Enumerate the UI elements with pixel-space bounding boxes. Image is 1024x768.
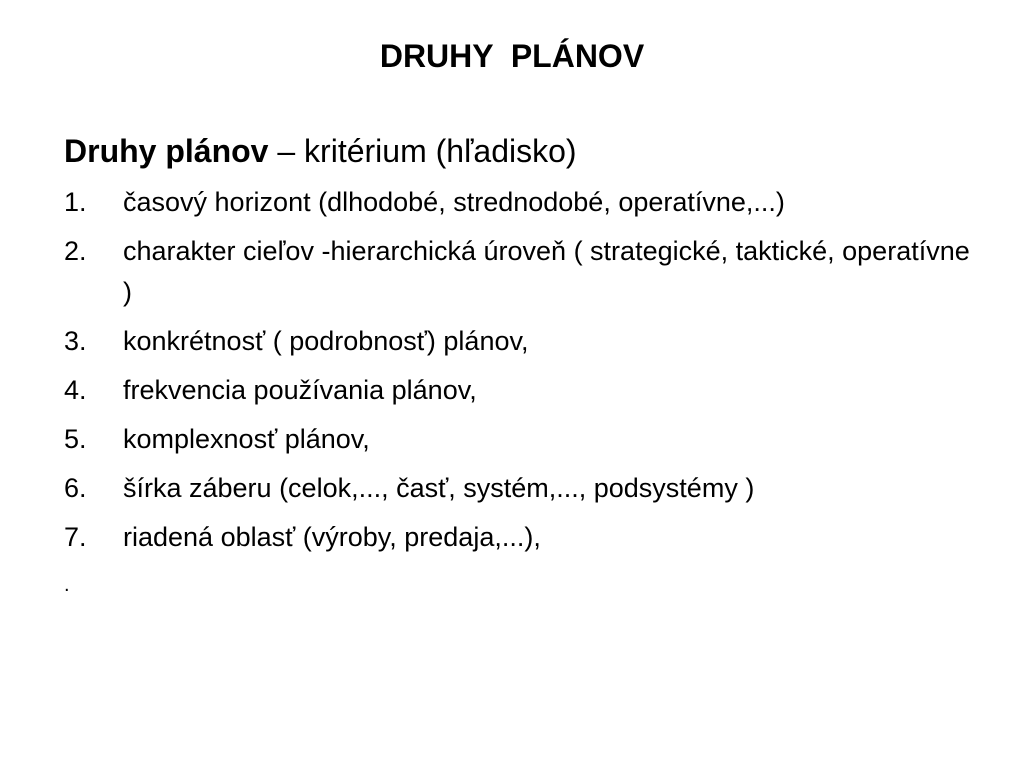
item-number: 4.	[64, 375, 87, 405]
item-number: 2.	[64, 236, 87, 266]
list-item	[64, 321, 984, 362]
list-item	[64, 419, 984, 460]
list-item	[64, 231, 984, 313]
list-item	[64, 468, 984, 509]
criteria-list	[64, 182, 984, 566]
trailing-dot: .	[64, 574, 70, 596]
heading-rest-text: – kritérium (hľadisko)	[268, 133, 577, 169]
item-text: šírka záberu (celok,..., časť, systém,..., podsystémy )	[123, 473, 755, 503]
item-number: 3.	[64, 326, 87, 356]
item-text: frekvencia používania plánov,	[123, 375, 477, 405]
item-number: 1.	[64, 187, 87, 217]
item-number: 7.	[64, 522, 87, 552]
item-number: 5.	[64, 424, 87, 454]
item-number: 6.	[64, 473, 87, 503]
slide-title: DRUHY PLÁNOV	[379, 38, 645, 74]
item-text: komplexnosť plánov,	[123, 424, 370, 454]
item-text: konkrétnosť ( podrobnosť) plánov,	[123, 326, 529, 356]
item-text: riadená oblasť (výroby, predaja,...),	[123, 522, 541, 552]
list-item	[64, 517, 984, 558]
item-text: charakter cieľov -hierarchická úroveň ( strategické, taktické, operatívne )	[123, 236, 970, 307]
section-heading	[64, 130, 577, 172]
list-item	[64, 370, 984, 411]
list-item	[64, 182, 984, 223]
item-text: časový horizont (dlhodobé, strednodobé, operatívne,...)	[123, 187, 785, 217]
heading-bold-text: Druhy plánov	[64, 133, 269, 169]
